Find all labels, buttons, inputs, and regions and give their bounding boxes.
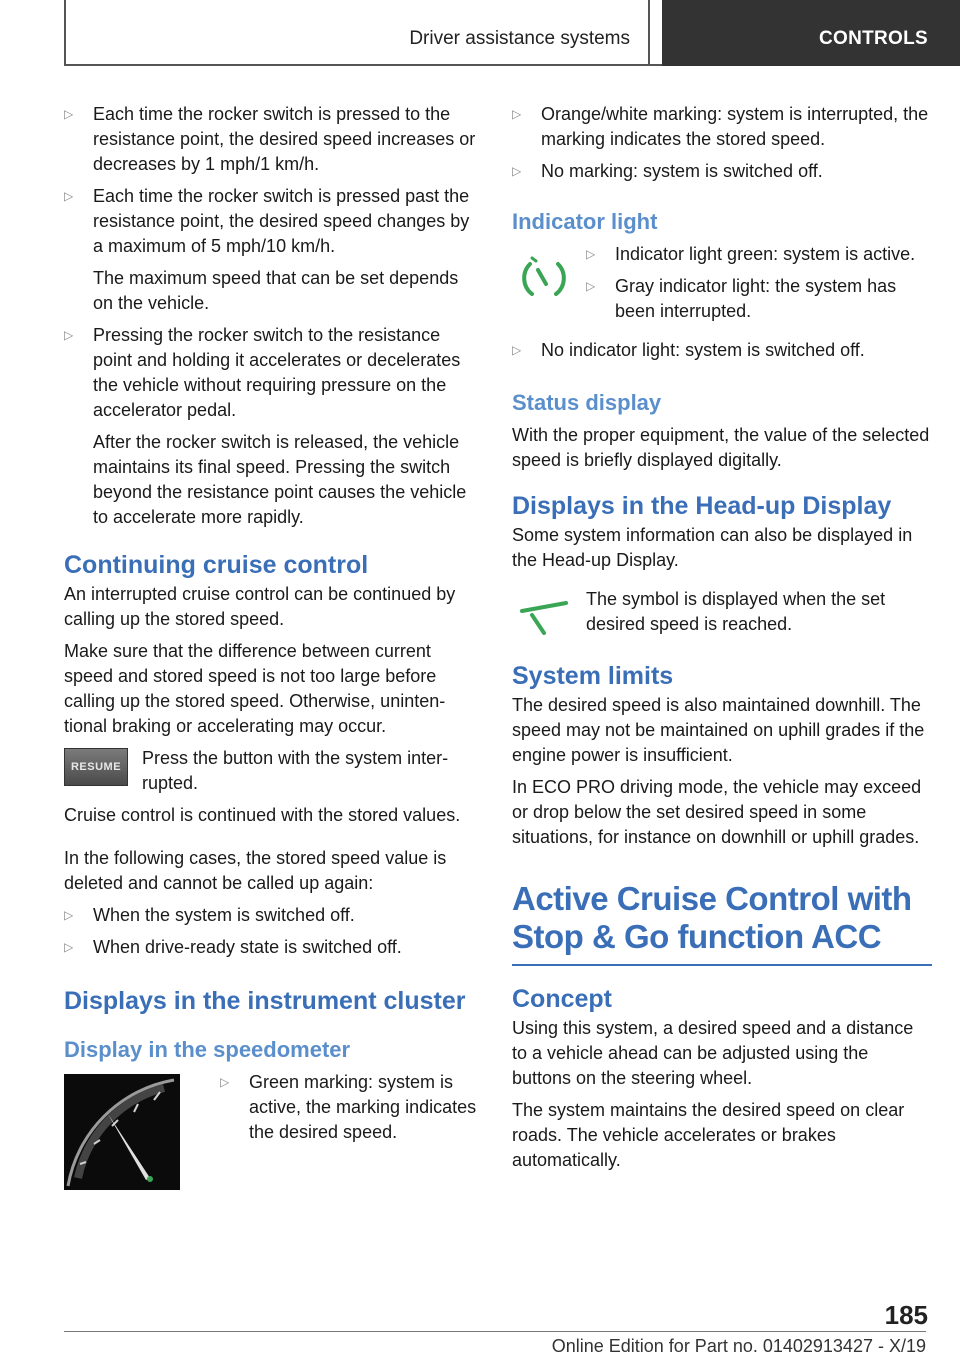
footer-rule — [64, 1331, 926, 1332]
right-column — [512, 102, 932, 1180]
paragraph: An interrupted cruise control can be continued by calling up the stored speed. — [64, 584, 456, 629]
paragraph: In ECO PRO driving mode, the vehicle may exceed or drop below the set desired speed in some situations, for instance on downhill or uphill grades. — [512, 777, 922, 847]
list-item: ▷ When the system is switched off. — [64, 903, 480, 928]
heading-rule — [512, 964, 932, 966]
header-section-title: Driver assistance systems — [409, 28, 630, 49]
hud-speed-reached-icon — [518, 599, 570, 639]
speedometer-section — [64, 1070, 480, 1190]
list-item: ▷ Gray indicator light: the system has been interrupted. — [586, 274, 932, 324]
hud-symbol-section — [512, 587, 932, 639]
list-item: ▷ Green marking: system is active, the marking indicates the desired speed. — [220, 1070, 480, 1145]
list-item: ▷ Each time the rocker switch is pressed to the resistance point, the desired speed increases or decreases by 1 mph/1 km/h. — [64, 102, 480, 177]
list-item: ▷ Pressing the rocker switch to the resistance point and holding it accelerates or decelerates the vehicle without requiring pressure on the accelerator pedal. After the rocker switch is released, the vehicle maintains its final speed. Pressing the switch beyond the resistance point causes the vehicle to accelerate more rapidly. — [64, 323, 480, 530]
left-column — [64, 102, 480, 1197]
heading-status-display: Status display — [512, 390, 662, 415]
list-item-note: After the rocker switch is released, the vehicle maintains its final speed. Pressing the switch beyond the resistance point causes the vehicle to accelerate more rapidly. — [93, 432, 467, 527]
heading-displays-instrument-cluster: Displays in the instrument cluster — [64, 987, 466, 1015]
paragraph: Cruise control is continued with the stored values. — [64, 805, 461, 825]
list-item: ▷ Orange/white marking: system is interrupted, the marking indicates the stored speed. — [512, 102, 932, 152]
heading-continuing-cruise-control: Continuing cruise control — [64, 551, 369, 579]
heading-display-speedometer: Display in the speedometer — [64, 1037, 351, 1062]
cruise-indicator-icon — [518, 252, 570, 304]
speedometer-dial-icon — [64, 1074, 180, 1190]
resume-text: Press the button with the system interrupted. — [142, 748, 449, 793]
list-item-note: The maximum speed that can be set depends on the vehicle. — [93, 268, 459, 313]
heading-displays-hud: Displays in the Head-up Display — [512, 492, 892, 520]
footer-edition: Online Edition for Part no. 01402913427 - X/19 — [551, 1336, 926, 1356]
paragraph: Using this system, a desired speed and a distance to a vehicle ahead can be adjusted using the buttons on the steering wheel. — [512, 1018, 914, 1088]
heading-system-limits: System limits — [512, 662, 674, 690]
hud-symbol-text: The symbol is displayed when the set desired speed is reached. — [586, 589, 886, 634]
paragraph: With the proper equipment, the value of the selected speed is briefly displayed digitally. — [512, 425, 930, 470]
list-item: ▷ Each time the rocker switch is pressed past the resistance point, the desired speed changes by a maximum of 5 mph/10 km/h. The maximum speed that can be set depends on the vehicle. — [64, 184, 480, 316]
page-number: 185 — [884, 1300, 928, 1330]
resume-instruction — [64, 746, 480, 796]
indicator-light-section — [512, 242, 932, 331]
header-chapter-label: CONTROLS — [818, 28, 928, 49]
list-item: ▷ Indicator light green: system is active. — [586, 242, 932, 267]
paragraph: Some system information can also be displayed in the Head-up Display. — [512, 525, 913, 570]
list-item: ▷ No indicator light: system is switched off. — [512, 338, 932, 363]
heading-concept: Concept — [512, 985, 612, 1013]
paragraph: In the following cases, the stored speed value is deleted and cannot be called up again: — [64, 848, 447, 893]
paragraph: The desired speed is also maintained downhill. The speed may not be maintained on uphill grades if the engine power is insufficient. — [512, 695, 925, 765]
header-chapter-tab — [662, 0, 960, 66]
list-item: ▷ When drive-ready state is switched off. — [64, 935, 480, 960]
resume-button-icon: RESUME — [64, 748, 128, 786]
paragraph: Make sure that the difference between current speed and stored speed is not too large before calling up the stored speed. Otherwise, unintentional braking or accelerating may occur. — [64, 641, 446, 736]
heading-active-cruise-control: Active Cruise Control with Stop & Go function ACC — [512, 880, 912, 955]
header-section-box — [64, 0, 650, 66]
speedometer-image — [64, 1074, 180, 1190]
list-item: ▷ No marking: system is switched off. — [512, 159, 932, 184]
heading-indicator-light: Indicator light — [512, 209, 658, 234]
paragraph: The system maintains the desired speed on clear roads. The vehicle accelerates or brakes automatically. — [512, 1100, 905, 1170]
